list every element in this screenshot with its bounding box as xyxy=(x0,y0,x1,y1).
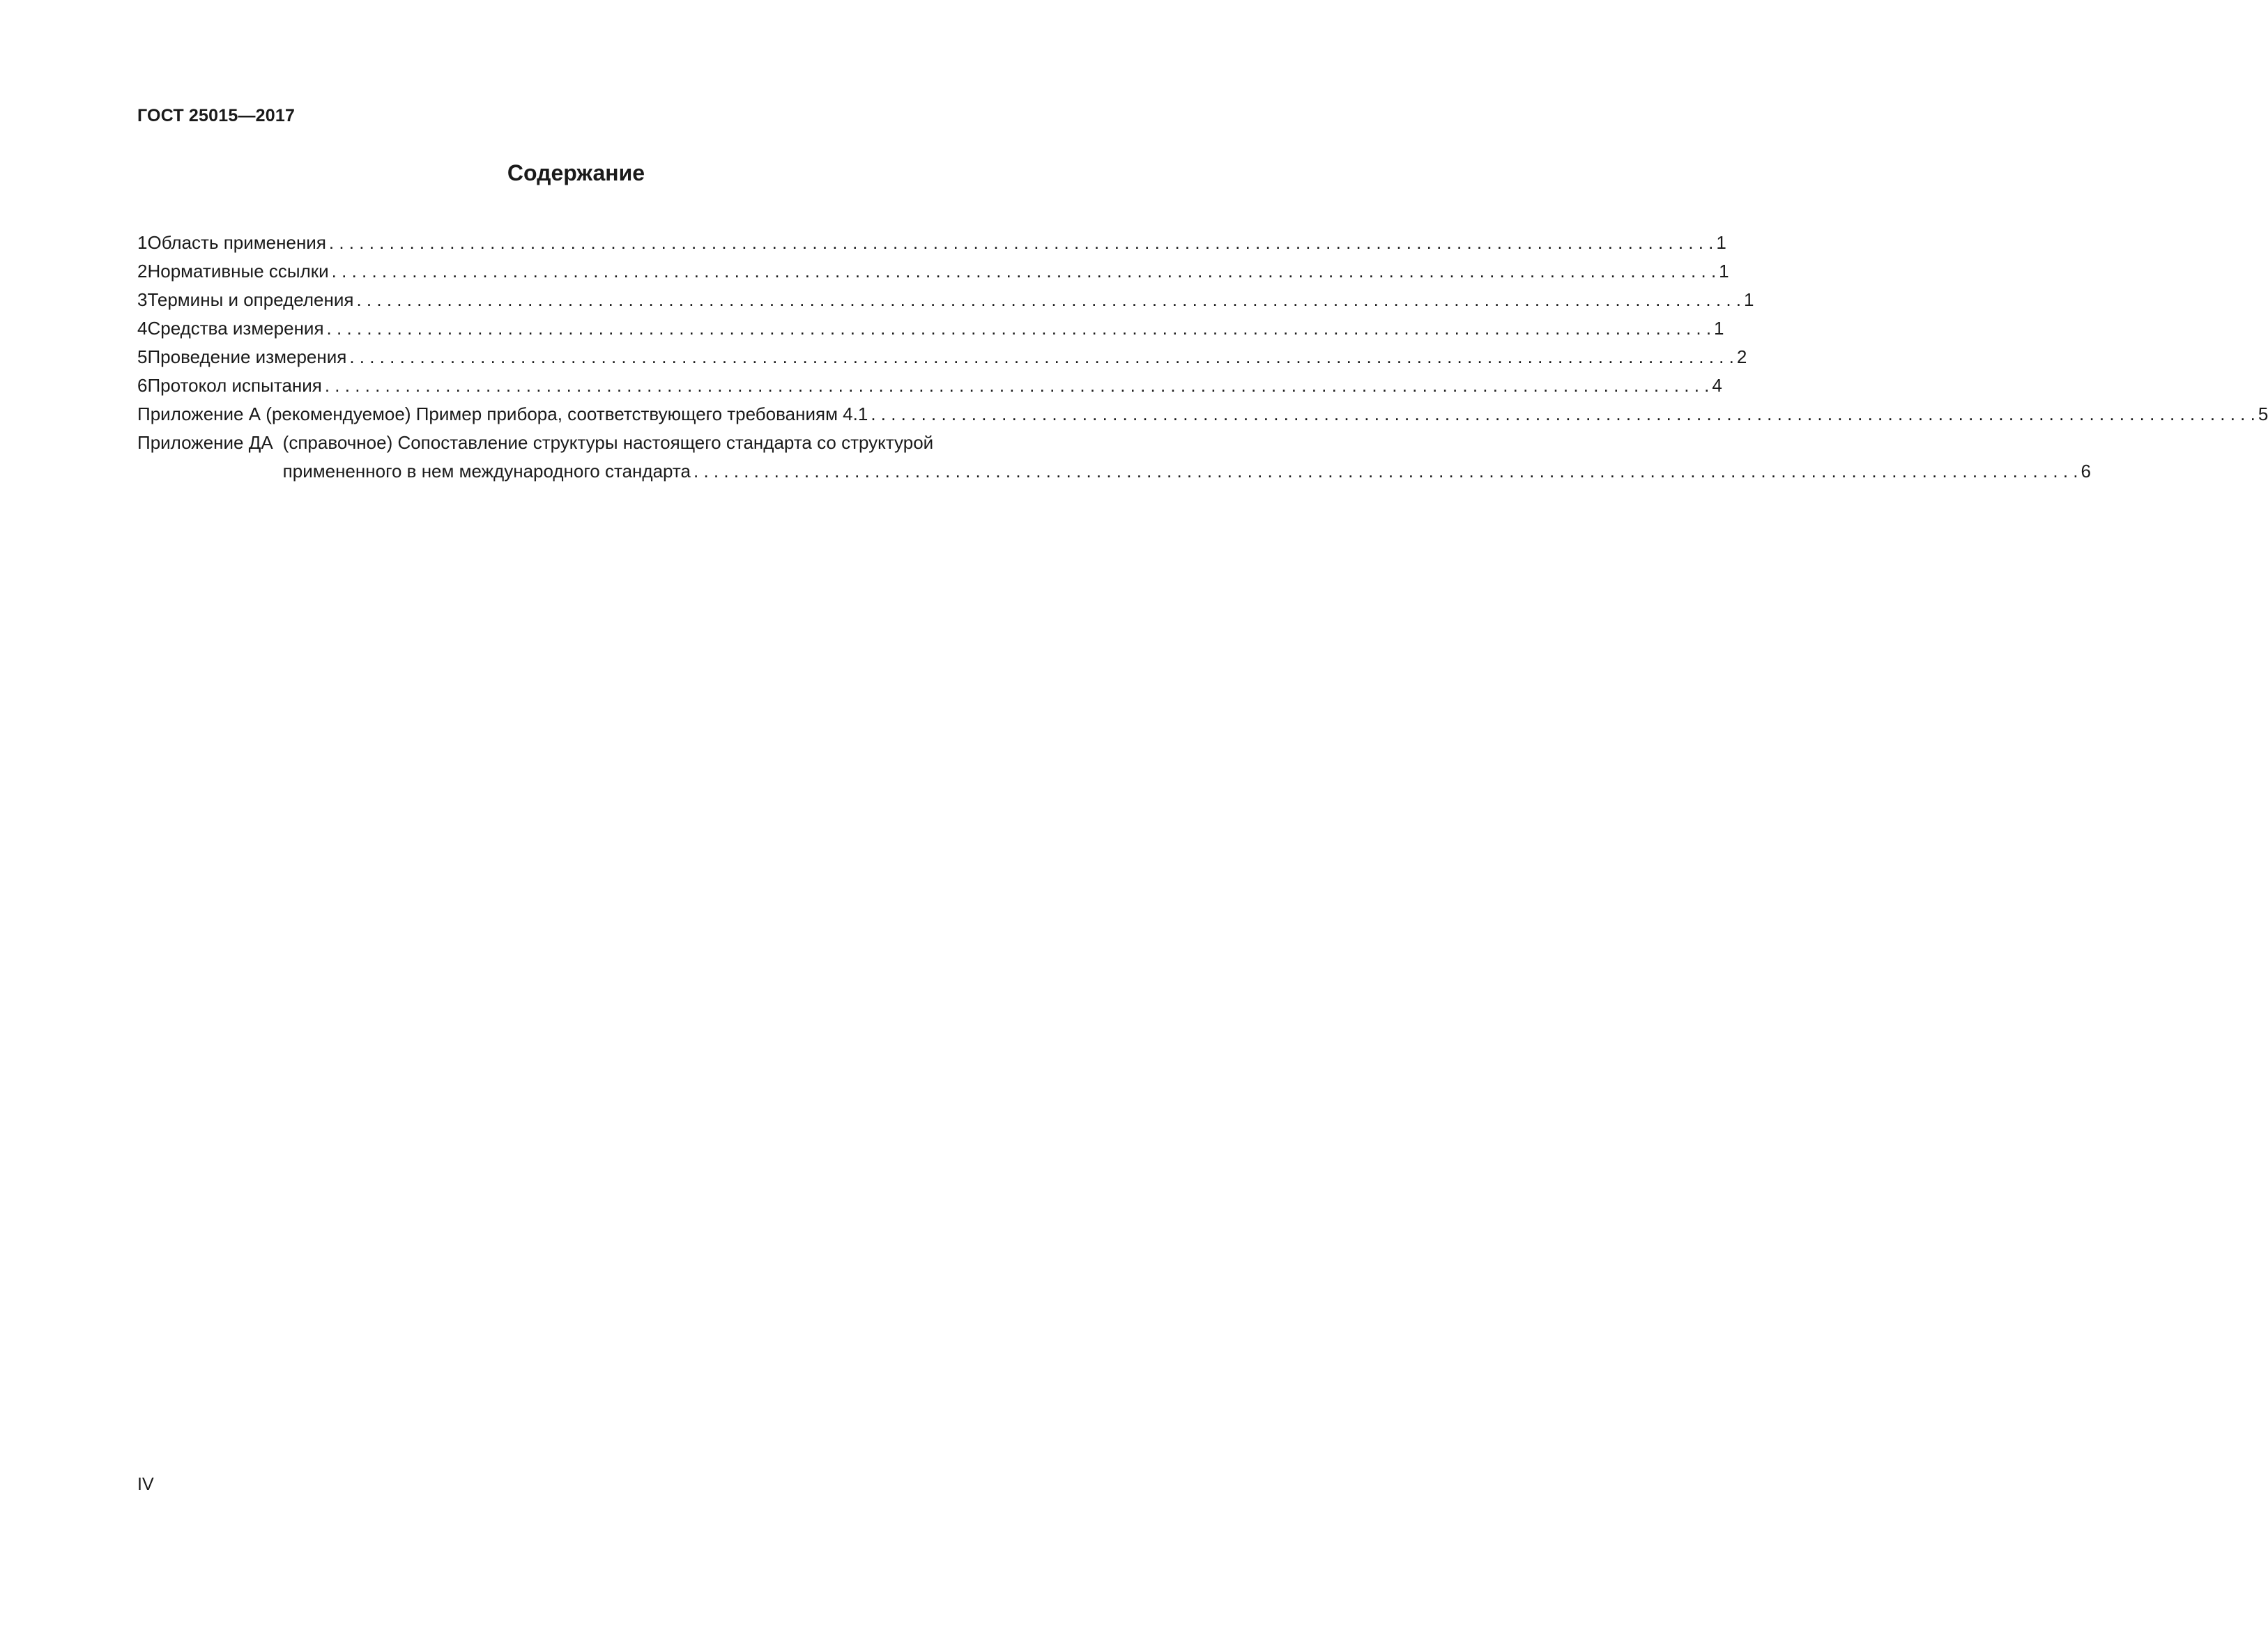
toc-entry-label: Приложение А (рекомендуемое) Пример прибора, соответствующего требованиям 4.1 xyxy=(137,403,868,424)
toc-entry-3[interactable] xyxy=(137,286,1754,314)
toc-entry-number: 5 xyxy=(137,346,148,367)
toc-dot-leader xyxy=(871,400,2255,429)
toc-entry-2[interactable] xyxy=(137,257,1729,286)
toc-dot-leader xyxy=(694,457,2078,486)
toc-dot-leader xyxy=(349,343,1734,371)
toc-entry-number: 3 xyxy=(137,289,148,310)
toc-dot-leader xyxy=(329,229,1714,257)
toc-dot-leader xyxy=(327,314,1712,343)
toc-entry-page: 5 xyxy=(2258,403,2268,424)
toc-dot-leader xyxy=(356,286,1741,314)
toc-dot-leader xyxy=(325,371,1710,400)
document-code-header: ГОСТ 25015—2017 xyxy=(137,106,296,125)
toc-entry-label: Область применения xyxy=(147,232,326,253)
toc-dot-leader xyxy=(332,257,1717,286)
toc-entry-page: 4 xyxy=(1712,375,1722,396)
appendix-title-line-2: примененного в нем международного стандарта xyxy=(282,461,691,482)
toc-entry-page: 2 xyxy=(1736,346,1747,367)
toc-title: Содержание xyxy=(507,160,645,185)
appendix-prefix: Приложение ДА xyxy=(137,432,273,453)
toc-entry-4[interactable] xyxy=(137,314,1724,343)
appendix-title-line-1: (справочное) Сопоставление структуры настоящего стандарта со структурой xyxy=(282,432,934,453)
toc-entry-label: Термины и определения xyxy=(147,289,354,310)
toc-entry-label: Проведение измерения xyxy=(147,346,347,367)
toc-entry-number: 4 xyxy=(137,318,148,339)
toc-entry-number: 1 xyxy=(137,232,148,253)
toc-entry-number: 2 xyxy=(137,261,148,282)
toc-entry-appendix-a[interactable] xyxy=(137,400,2268,429)
toc-entry-page: 1 xyxy=(1716,232,1726,253)
toc-entry-1[interactable] xyxy=(137,229,1726,257)
toc-entry-label: Протокол испытания xyxy=(147,375,322,396)
toc-entry-label: Средства измерения xyxy=(147,318,324,339)
appendix-body xyxy=(283,429,2091,486)
toc-entry-page: 1 xyxy=(1719,261,1729,282)
toc-entry-6[interactable] xyxy=(137,371,1722,400)
toc-entry-appendix-da[interactable] xyxy=(137,429,2091,486)
toc-entry-page: 6 xyxy=(2081,461,2091,482)
table-of-contents xyxy=(137,229,2268,486)
toc-entry-number: 6 xyxy=(137,375,148,396)
toc-entry-page: 1 xyxy=(1714,318,1724,339)
appendix-title-line-2-row xyxy=(283,457,2091,486)
page-number-footer: IV xyxy=(137,1475,154,1494)
toc-entry-label: Нормативные ссылки xyxy=(147,261,329,282)
toc-entry-page: 1 xyxy=(1743,289,1754,310)
toc-entry-5[interactable] xyxy=(137,343,1747,371)
